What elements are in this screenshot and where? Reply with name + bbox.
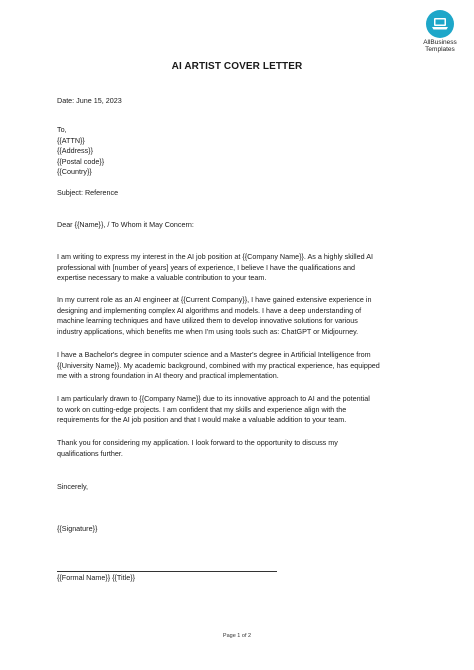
letter-date: Date: June 15, 2023	[57, 96, 122, 105]
paragraph-line: I am writing to express my interest in the AI job position at {{Company Name}}. As a highly skilled AI	[57, 252, 374, 261]
paragraph-line: Thank you for considering my application. I look forward to the opportunity to discuss my	[57, 438, 338, 447]
brand-name	[423, 39, 457, 53]
recipient-to: To,	[57, 125, 67, 134]
signature-line	[57, 571, 277, 572]
brand-name-line1: AllBusiness	[423, 39, 457, 46]
letter-salutation: Dear {{Name}}, / To Whom it May Concern:	[57, 220, 194, 229]
paragraph-line: me with a strong foundation in AI theory and practical implementation.	[57, 371, 279, 380]
recipient-country: {{Country}}	[57, 167, 92, 176]
brand-name-line2: Templates	[425, 46, 455, 53]
laptop-icon	[426, 10, 454, 38]
paragraph-line: In my current role as an AI engineer at {{Current Company}}, I have gained extensive experience in	[57, 295, 372, 304]
paragraph-line: designing and implementing complex AI algorithms and models. I have a deep understanding of	[57, 305, 362, 315]
paragraph-experience	[57, 295, 419, 337]
paragraph-thanks	[57, 438, 419, 459]
letter-closing: Sincerely,	[57, 482, 89, 491]
recipient-attn: {{ATTN}}	[57, 135, 85, 145]
recipient-address: {{Address}}	[57, 146, 93, 155]
letter-title: AI ARTIST COVER LETTER	[171, 61, 303, 72]
signature-placeholder: {{Signature}}	[57, 524, 98, 533]
paragraph-line: machine learning techniques and have utilized them to develop innovative solutions for various	[57, 316, 358, 325]
letter-subject: Subject: Reference	[57, 188, 119, 197]
brand-logo[interactable]	[420, 10, 460, 53]
paragraph-line: I have a Bachelor's degree in computer science and a Master's degree in Artificial Intelligence from	[57, 350, 371, 359]
paragraph-line: I am particularly drawn to {{Company Name}} due to its innovative approach to AI and the potential	[57, 394, 370, 403]
paragraph-line: requirements for the AI job position and that I would make a valuable addition to your team.	[57, 415, 347, 424]
paragraph-line: to work on cutting-edge projects. I am confident that my skills and experience align with the	[57, 404, 347, 414]
paragraph-motivation	[57, 394, 419, 426]
formal-name-title: {{Formal Name}} {{Title}}	[57, 573, 136, 582]
recipient-postal-code: {{Postal code}}	[57, 156, 105, 166]
paragraph-line: qualifications further.	[57, 448, 123, 458]
paragraph-line: {{University Name}}. My academic background, combined with my practical experience, has equipped	[57, 360, 380, 370]
paragraph-intro	[57, 252, 419, 284]
paragraph-line: professional with [number of years] years of experience, I believe I have the qualifications and	[57, 262, 356, 272]
paragraph-education	[57, 350, 419, 382]
page-number: Page 1 of 2	[222, 633, 252, 639]
paragraph-line: expertise necessary to make a valuable contribution to your team.	[57, 273, 267, 282]
paragraph-line: industry applications, which benefits me when I'm using tools such as: ChatGPT or Midjourney.	[57, 326, 359, 336]
